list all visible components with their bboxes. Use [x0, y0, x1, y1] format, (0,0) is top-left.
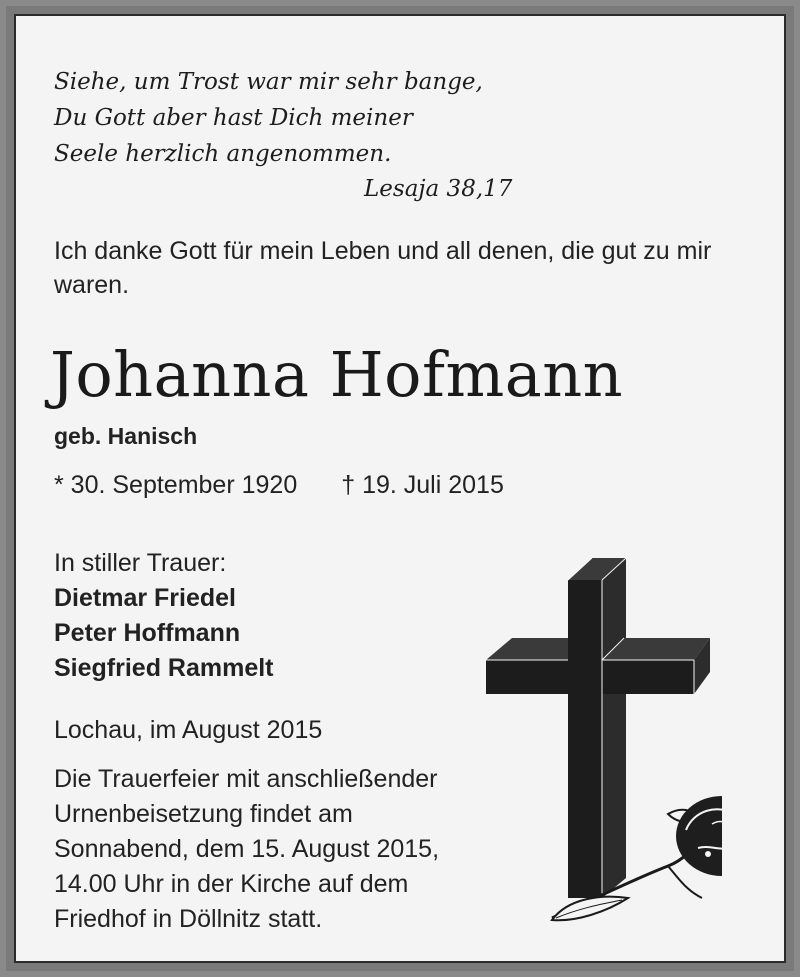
cross-with-rose — [472, 548, 722, 928]
cross-icon — [486, 558, 710, 898]
service-line: Urnenbeisetzung findet am — [54, 800, 353, 828]
deceased-name: Johanna Hofmann — [50, 338, 624, 411]
mourner-name: Peter Hoffmann — [54, 619, 241, 647]
birth-date: * 30. September 1920 — [54, 471, 298, 499]
obituary-card — [14, 14, 786, 963]
mourner-name: Siegfried Rammelt — [54, 654, 274, 682]
service-line: Friedhof in Döllnitz statt. — [54, 905, 323, 933]
mourner-name: Dietmar Friedel — [54, 584, 237, 612]
place-date: Lochau, im August 2015 — [54, 716, 323, 744]
life-dates — [54, 471, 504, 500]
verse-line: Seele herzlich angenommen. — [54, 141, 392, 167]
service-line: Sonnabend, dem 15. August 2015, — [54, 835, 440, 863]
mourners-block — [54, 546, 274, 686]
service-line: Die Trauerfeier mit anschließender — [54, 765, 438, 793]
mourners-intro: In stiller Trauer: — [54, 549, 227, 577]
verse-line: Du Gott aber hast Dich meiner — [54, 105, 413, 131]
maiden-name: geb. Hanisch — [54, 423, 198, 449]
thanks-text: Ich danke Gott für mein Leben und all denen, die gut zu mir waren. — [54, 237, 712, 299]
verse-line: Siehe, um Trost war mir sehr bange, — [54, 69, 483, 95]
outer-frame — [6, 6, 794, 971]
verse-reference: Lesaja 38,17 — [364, 176, 513, 202]
service-info — [54, 762, 494, 937]
bible-verse — [54, 64, 483, 172]
death-date: † 19. Juli 2015 — [341, 471, 504, 499]
service-line: 14.00 Uhr in der Kirche auf dem — [54, 870, 409, 898]
